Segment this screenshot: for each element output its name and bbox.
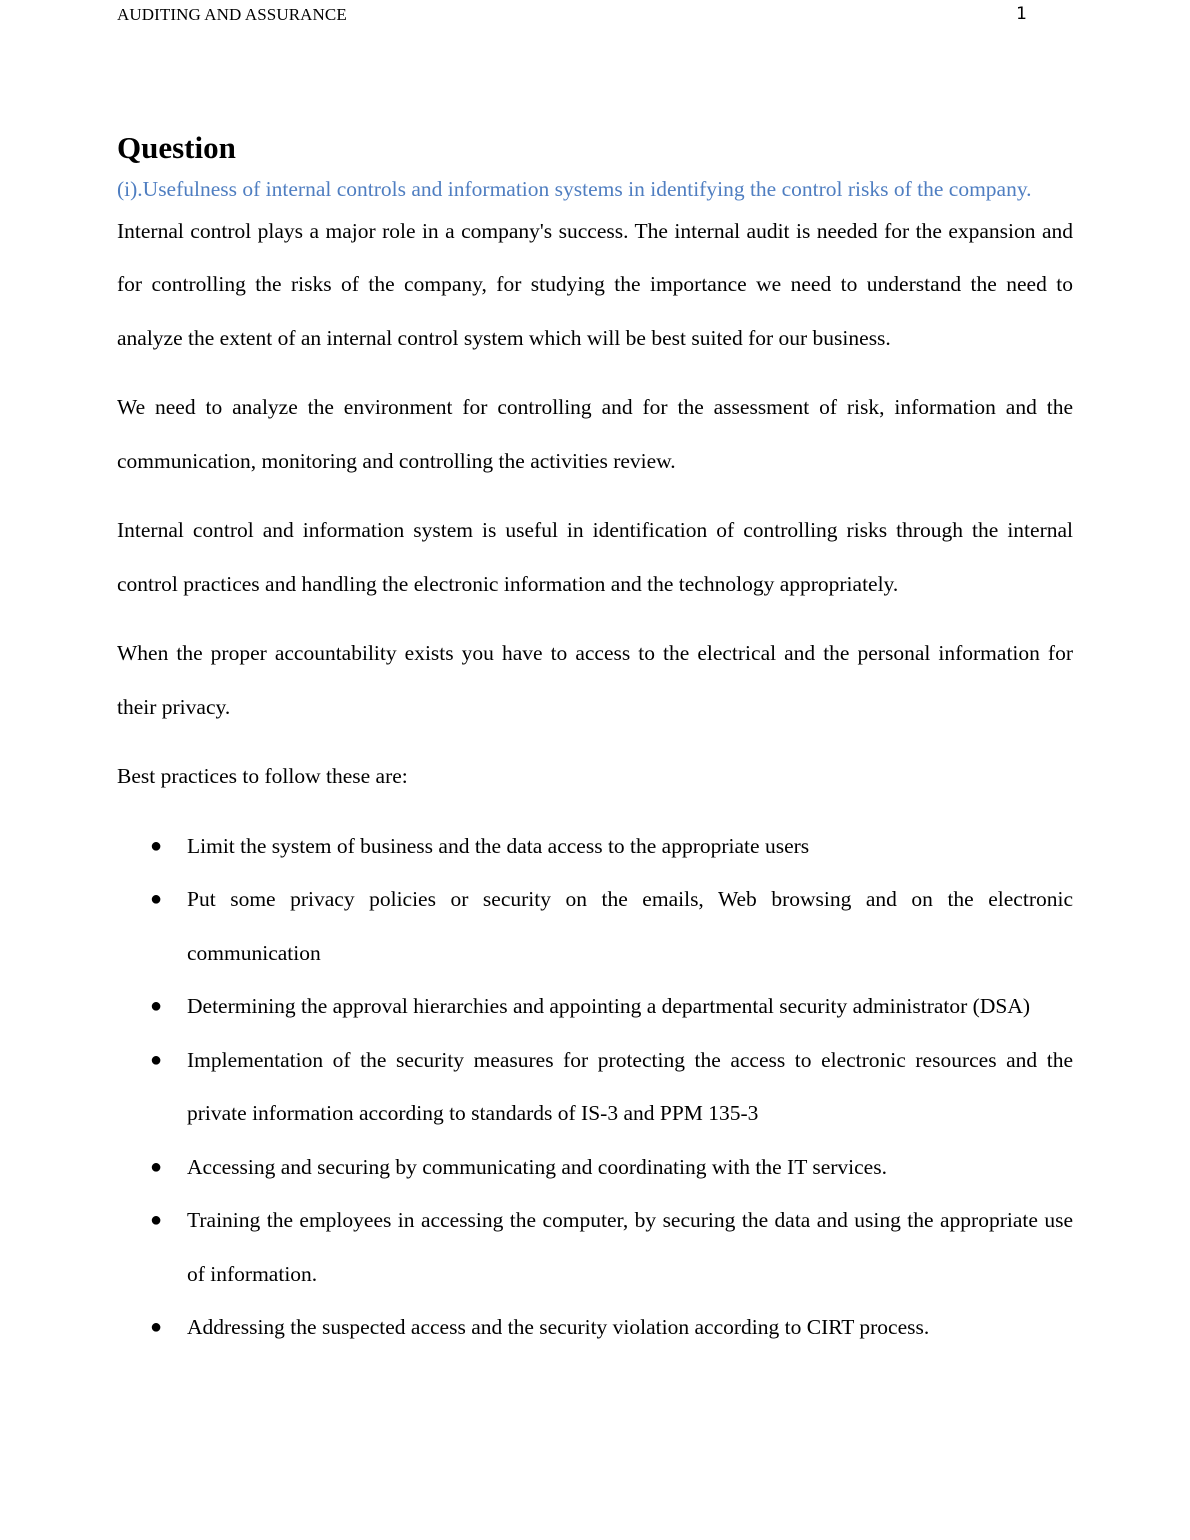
list-item	[117, 1034, 1073, 1141]
bullet-icon: ●	[150, 1209, 163, 1231]
list-item-text: Implementation of the security measures for protecting the access to electronic resources and the private information according to standards of IS-3 and PPM 135-3	[187, 1047, 1073, 1125]
list-item-text: Put some privacy policies or security on the emails, Web browsing and on the electronic communication	[187, 887, 1073, 965]
best-practices-list	[117, 820, 1073, 1355]
list-item-text: Accessing and securing by communicating and coordinating with the IT services.	[187, 1154, 887, 1179]
document-body	[117, 128, 1073, 1355]
paragraph-internal-control-role: Internal control plays a major role in a company's success. The internal audit is needed for the expansion and for controlling the risks of the company, for studying the importance we need to understand the need to analyze the extent of an internal control system which will be best suited for our business.	[117, 218, 1073, 350]
list-item	[117, 1301, 1073, 1355]
list-item	[117, 1194, 1073, 1301]
list-item-text: Addressing the suspected access and the security violation according to CIRT process.	[187, 1315, 930, 1339]
list-item	[117, 1141, 1073, 1195]
bullet-icon: ●	[150, 888, 163, 910]
running-head: AUDITING AND ASSURANCE	[117, 5, 347, 24]
page-number: 1	[1016, 4, 1027, 24]
paragraph-information-system-usefulness: Internal control and information system is useful in identification of controlling risks through the internal control practices and handling the electronic information and the technology appropriately.	[117, 518, 1073, 596]
list-item-text: Training the employees in accessing the computer, by securing the data and using the appropriate use of information.	[187, 1208, 1073, 1286]
paragraph-accountability: When the proper accountability exists you have to access to the electrical and the personal information for their privacy.	[117, 641, 1073, 719]
paragraph-analyze-environment: We need to analyze the environment for controlling and for the assessment of risk, information and the communication, monitoring and controlling the activities review.	[117, 395, 1073, 473]
bullet-icon: ●	[150, 1048, 163, 1071]
list-item	[117, 873, 1073, 980]
list-item	[117, 820, 1073, 874]
list-item	[117, 980, 1073, 1034]
page-header	[117, 4, 1027, 26]
bullet-icon: ●	[150, 834, 163, 857]
bullet-icon: ●	[150, 995, 163, 1017]
list-item-text: Determining the approval hierarchies and appointing a departmental security administrator (DSA)	[187, 994, 1031, 1018]
question-subheading: (i).Usefulness of internal controls and information systems in identifying the control risks of the company.	[117, 177, 1032, 201]
list-item-text: Limit the system of business and the data access to the appropriate users	[187, 833, 810, 858]
bullet-icon: ●	[150, 1316, 163, 1338]
bullet-icon: ●	[150, 1155, 163, 1178]
question-title: Question	[117, 130, 236, 165]
paragraph-best-practices-intro: Best practices to follow these are:	[117, 764, 408, 788]
